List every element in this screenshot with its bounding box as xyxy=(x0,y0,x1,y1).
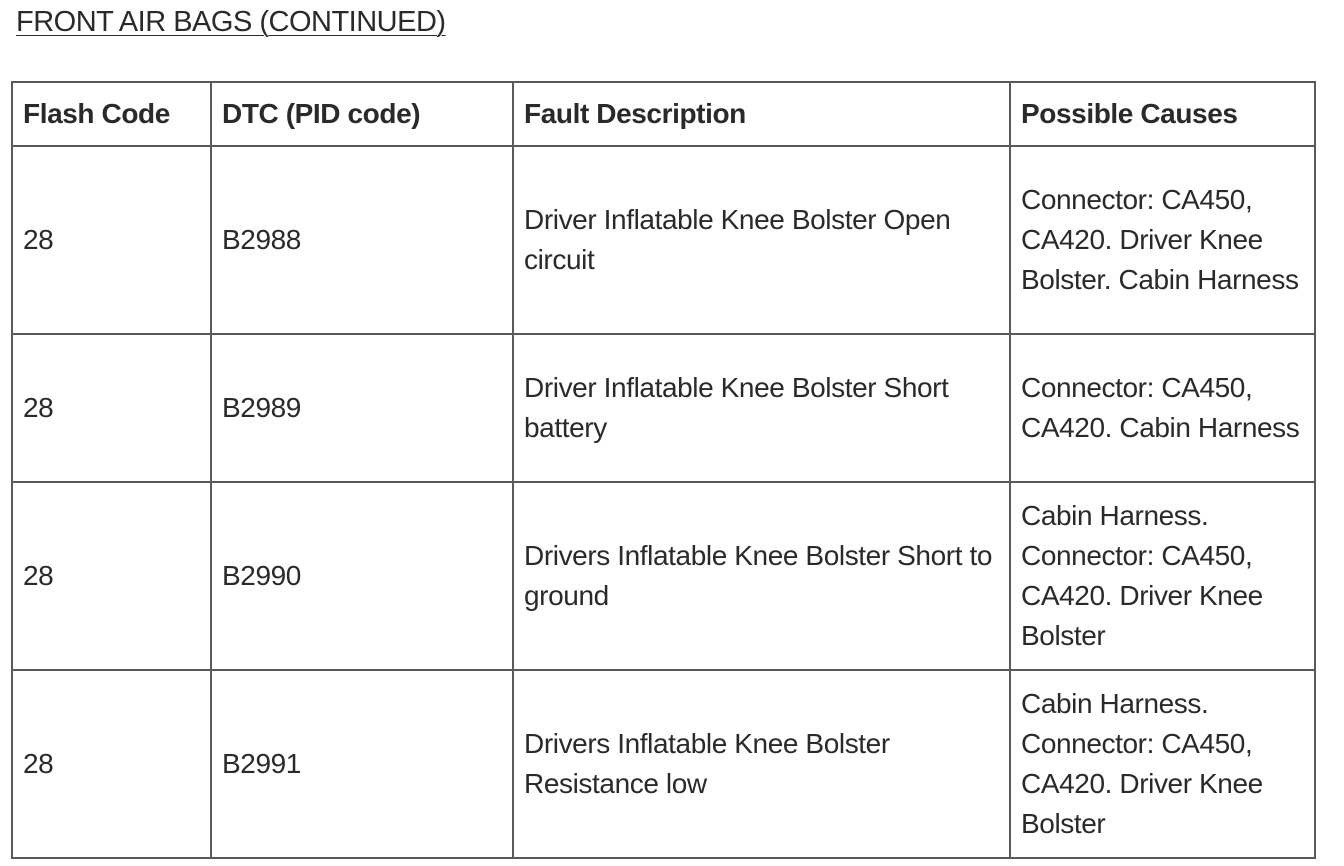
possible-causes-cell: Cabin Harness. Connector: CA450, CA420. Driver Knee Bolster xyxy=(1010,670,1315,858)
dtc-cell: B2988 xyxy=(211,146,513,334)
flash-code-cell: 28 xyxy=(12,670,211,858)
column-header-possible-causes: Possible Causes xyxy=(1010,82,1315,146)
column-header-dtc: DTC (PID code) xyxy=(211,82,513,146)
dtc-cell: B2991 xyxy=(211,670,513,858)
table-header-row xyxy=(12,82,1315,146)
dtc-cell: B2990 xyxy=(211,482,513,670)
flash-code-cell: 28 xyxy=(12,334,211,482)
possible-causes-cell: Connector: CA450, CA420. Driver Knee Bolster. Cabin Harness xyxy=(1010,146,1315,334)
fault-description-cell: Driver Inflatable Knee Bolster Open circuit xyxy=(513,146,1010,334)
dtc-cell: B2989 xyxy=(211,334,513,482)
possible-causes-cell: Cabin Harness. Connector: CA450, CA420. Driver Knee Bolster xyxy=(1010,482,1315,670)
table-row xyxy=(12,670,1315,858)
table-row xyxy=(12,334,1315,482)
column-header-fault-description: Fault Description xyxy=(513,82,1010,146)
table-row xyxy=(12,482,1315,670)
dtc-table xyxy=(11,81,1316,859)
fault-description-cell: Drivers Inflatable Knee Bolster Short to ground xyxy=(513,482,1010,670)
flash-code-cell: 28 xyxy=(12,146,211,334)
column-header-flash-code: Flash Code xyxy=(12,82,211,146)
table-row xyxy=(12,146,1315,334)
fault-description-cell: Drivers Inflatable Knee Bolster Resistance low xyxy=(513,670,1010,858)
page-title: FRONT AIR BAGS (CONTINUED) xyxy=(16,6,446,38)
fault-description-cell: Driver Inflatable Knee Bolster Short battery xyxy=(513,334,1010,482)
flash-code-cell: 28 xyxy=(12,482,211,670)
possible-causes-cell: Connector: CA450, CA420. Cabin Harness xyxy=(1010,334,1315,482)
